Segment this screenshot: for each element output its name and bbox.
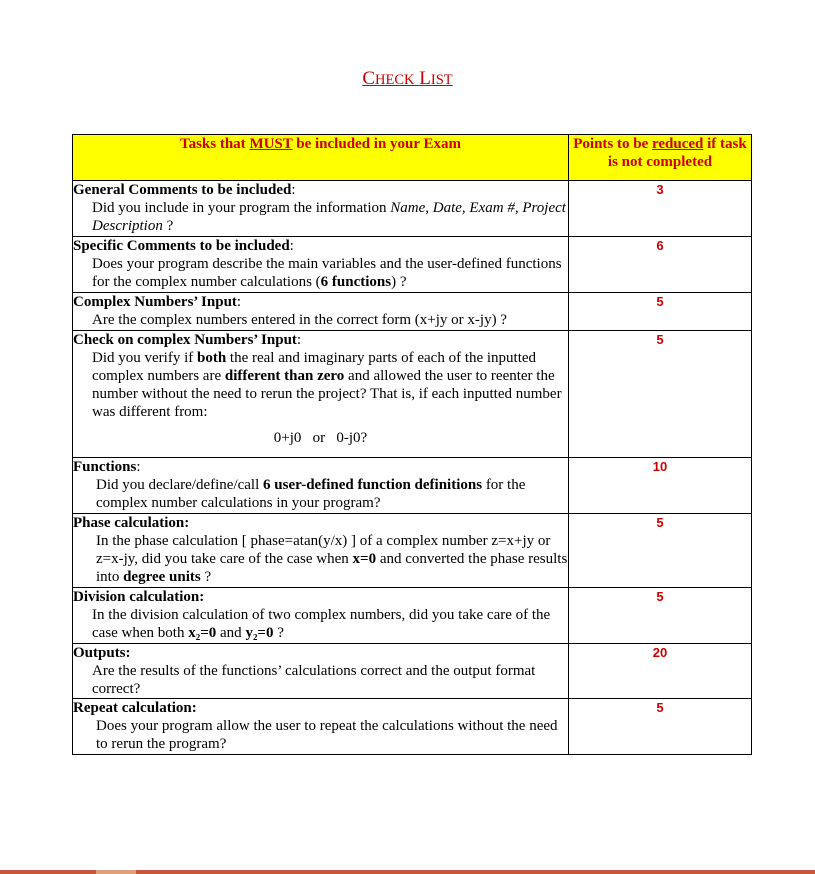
- task-description: Did you include in your program the information Name, Date, Exam #, Project Description ?: [92, 200, 566, 234]
- zero-values-line: 0+j0 or 0-j0?: [273, 430, 368, 446]
- task-cell: General Comments to be included: Did you include in your program the information Name, Date, Exam #, Project Description ?: [73, 181, 569, 237]
- points-value: 5: [569, 331, 752, 458]
- table-row: [73, 699, 752, 755]
- task-heading: Specific Comments to be included: [73, 238, 290, 254]
- task-description: Are the complex numbers entered in the correct form (x+jy or x-jy) ?: [92, 312, 507, 328]
- checklist-table: [72, 134, 752, 755]
- task-cell: Functions: Did you declare/define/call 6 user-defined function definitions for the complex number calculations in your program?: [73, 458, 569, 514]
- task-description: Does your program allow the user to repeat the calculations without the need to rerun the program?: [96, 718, 558, 752]
- task-heading: General Comments to be included: [73, 182, 292, 198]
- tasks-column-header: Tasks that MUST be included in your Exam: [73, 135, 569, 181]
- points-value: 6: [569, 237, 752, 293]
- task-heading: Check on complex Numbers’ Input: [73, 332, 297, 348]
- task-cell: Specific Comments to be included: Does your program describe the main variables and the user-defined functions for the complex number calculations (6 functions) ?: [73, 237, 569, 293]
- points-value: 10: [569, 458, 752, 514]
- table-row: [73, 293, 752, 331]
- table-header-row: [73, 135, 752, 181]
- points-value: 5: [569, 514, 752, 588]
- task-cell: Check on complex Numbers’ Input: Did you verify if both the real and imaginary parts of each of the inputted complex numbers are different than zero and allowed the user to reenter the number without the need to rerun the project? That is, if each inputted number was different from: 0+j0 or 0-j0?: [73, 331, 569, 458]
- points-value: 3: [569, 181, 752, 237]
- task-description: Did you verify if both the real and imaginary parts of each of the inputted complex numbers are different than zero and allowed the user to reenter the number without the need to rerun the project? That is, if each inputted number was different from:: [92, 350, 562, 420]
- points-value: 5: [569, 588, 752, 644]
- task-cell: [73, 514, 569, 588]
- table-row: [73, 514, 752, 588]
- task-heading: Complex Numbers’ Input: [73, 294, 237, 310]
- task-heading: Outputs:: [73, 645, 131, 661]
- table-row: [73, 458, 752, 514]
- task-description: Are the results of the functions’ calculations correct and the output format correct?: [92, 663, 536, 697]
- task-cell: [73, 644, 569, 699]
- page-title: CHECK LIST: [362, 68, 453, 89]
- table-row: [73, 644, 752, 699]
- task-cell: [73, 588, 569, 644]
- points-value: 20: [569, 644, 752, 699]
- table-row: [73, 588, 752, 644]
- table-row: [73, 181, 752, 237]
- task-cell: [73, 699, 569, 755]
- table-row: [73, 331, 752, 458]
- task-heading: Phase calculation:: [73, 515, 190, 531]
- task-heading: Repeat calculation:: [73, 700, 197, 716]
- footer-rule-accent: [96, 870, 136, 874]
- task-description: Did you declare/define/call 6 user-defined function definitions for the complex number calculations in your program?: [96, 477, 526, 511]
- task-heading: Functions: [73, 459, 137, 475]
- task-description: In the phase calculation [ phase=atan(y/x) ] of a complex number z=x+jy or z=x-jy, did you take care of the case when x=0 and converted the phase results into degree units ?: [96, 533, 568, 585]
- task-description: In the division calculation of two complex numbers, did you take care of the case when both x₂=0 and y₂=0 ?: [92, 607, 551, 641]
- points-value: 5: [569, 699, 752, 755]
- points-value: 5: [569, 293, 752, 331]
- task-heading: Division calculation:: [73, 589, 205, 605]
- table-row: [73, 237, 752, 293]
- task-description: Does your program describe the main variables and the user-defined functions for the complex number calculations (6 functions) ?: [92, 256, 562, 290]
- points-column-header: Points to be reduced if task is not completed: [569, 135, 752, 181]
- task-cell: Complex Numbers’ Input: Are the complex numbers entered in the correct form (x+jy or x-jy) ?: [73, 293, 569, 331]
